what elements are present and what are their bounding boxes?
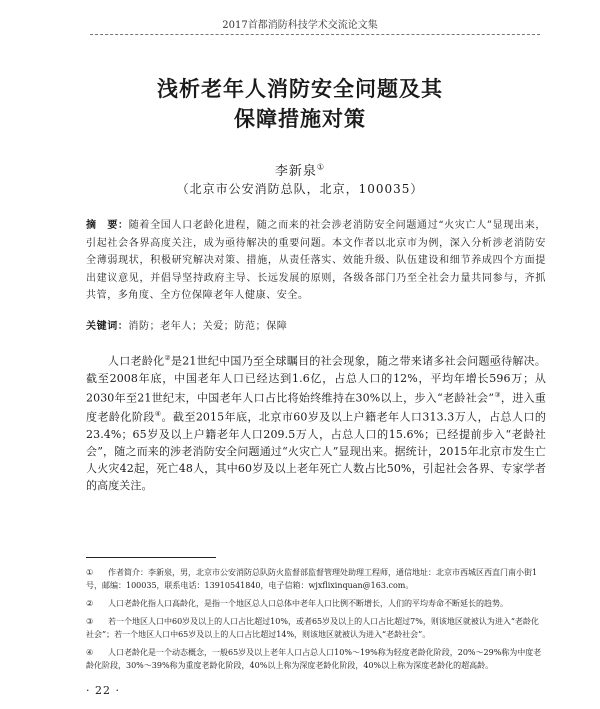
body-paragraph (86, 350, 546, 494)
footnote-text: 人口老龄化指人口高龄化，是指一个地区总人口总体中老年人口比例不断增长，人们的平均寿命不断延长的趋势。 (108, 599, 508, 608)
keywords-text: 消防；老年人；关爱；防范；保障 (128, 321, 288, 332)
author (0, 160, 600, 179)
body-text-part-3: ，进入重度老龄化阶段 (86, 391, 546, 424)
footnote-mark: ④ (86, 648, 94, 657)
abstract-text: 随着全国人口老龄化进程，随之而来的社会涉老消防安全问题通过“火灾亡人”显现出来，引起社会各界高度关注，成为亟待解决的重要问题。本文作者以北京市为例，深入分析涉老消防安全薄弱现状，积极研究解决对策、措施，从责任落实、效能升级、队伍建设和细节养成四个方面提出建议意见，并倡导坚持政府主导、长远发展的原则，各级各部门乃至全社会力量共同参与，齐抓共管，多角度、全方位保障老年人健康、安全。 (86, 220, 546, 301)
author-affiliation: （北京市公安消防总队，北京，100035） (176, 182, 424, 196)
footnote (86, 597, 546, 610)
footnote-text: 作者简介：李新泉，男，北京市公安消防总队防火监督部监督管理处助理工程师，通信地址：北京市西城区西直门南小街1号，邮编：100035，联系电话：13910541840，电子信箱：wjxflixinquan@163.com。 (86, 568, 538, 590)
footnote-mark: ② (86, 599, 94, 608)
footnote-mark: ③ (86, 617, 94, 626)
header-divider (90, 34, 540, 35)
paper-title (0, 74, 600, 134)
title-line-1: 浅析老年人消防安全问题及其 (157, 77, 443, 101)
footnote-ref-3: ③ (494, 390, 501, 399)
footnote-divider (86, 557, 216, 558)
running-header: 2017首都消防科技学术交流论文集 (222, 20, 378, 31)
footnote-mark: ① (86, 568, 94, 577)
body-text-part-2: 是21世纪中国乃至全球瞩目的社会现象，随之带来诸多社会问题亟待解决。截至2008年底，中国老年人口已经达到1.6亿，占总人口的12%，平均年增长596万；从2030年至21世纪末，中国老年人口占比将始终维持在30%以上，步入“老龄社会” (86, 354, 546, 405)
footnote (86, 646, 546, 672)
abstract-label: 摘 要： (86, 220, 129, 231)
footnote (86, 615, 546, 641)
author-footnote-mark: ① (316, 162, 326, 172)
footnote-text: 若一个地区人口中60岁及以上的人口占比超过10%，或者65岁及以上的人口占比超过7%，则该地区就被认为进入“老龄化社会”；若一个地区人口中65岁及以上的人口占比超过14%，则该地区就被认为进入“老龄社会”。 (86, 617, 539, 639)
body-text-part-4: 。截至2015年底，北京市60岁及以上户籍老年人口313.3万人，占总人口的23.4%；65岁及以上户籍老年人口209.5万人，占总人口的15.6%；已经提前步入“老龄社会”，随之而来的涉老消防安全问题通过“火灾亡人”显现出来。据统计，2015年北京市发生亡人火灾42起，死亡48人，其中60岁及以上老年死亡人数占比50%，引起社会各界、专家学者的高度关注。 (86, 410, 546, 492)
body-text-part-1: 人口老龄化 (108, 354, 165, 368)
page-number: · 22 · (86, 684, 120, 697)
footnote-text: 人口老龄化是一个动态概念，一般65岁及以上老年人口占总人口10%～19%称为轻度老龄化阶段，20%～29%称为中度老龄化阶段，30%～39%称为重度老龄化阶段，40%以上称为深度老龄化阶段，40%以上称为深度老龄化的超高龄。 (86, 648, 542, 670)
title-line-2: 保障措施对策 (234, 107, 366, 131)
footnote-ref-2: ② (164, 354, 171, 362)
author-name: 李新泉 (274, 164, 317, 179)
footnote-ref-4: ④ (154, 410, 162, 419)
footnote (86, 566, 546, 592)
abstract (86, 217, 546, 305)
keywords (86, 319, 546, 335)
keywords-label: 关键词： (86, 321, 129, 332)
footnotes (86, 566, 546, 677)
